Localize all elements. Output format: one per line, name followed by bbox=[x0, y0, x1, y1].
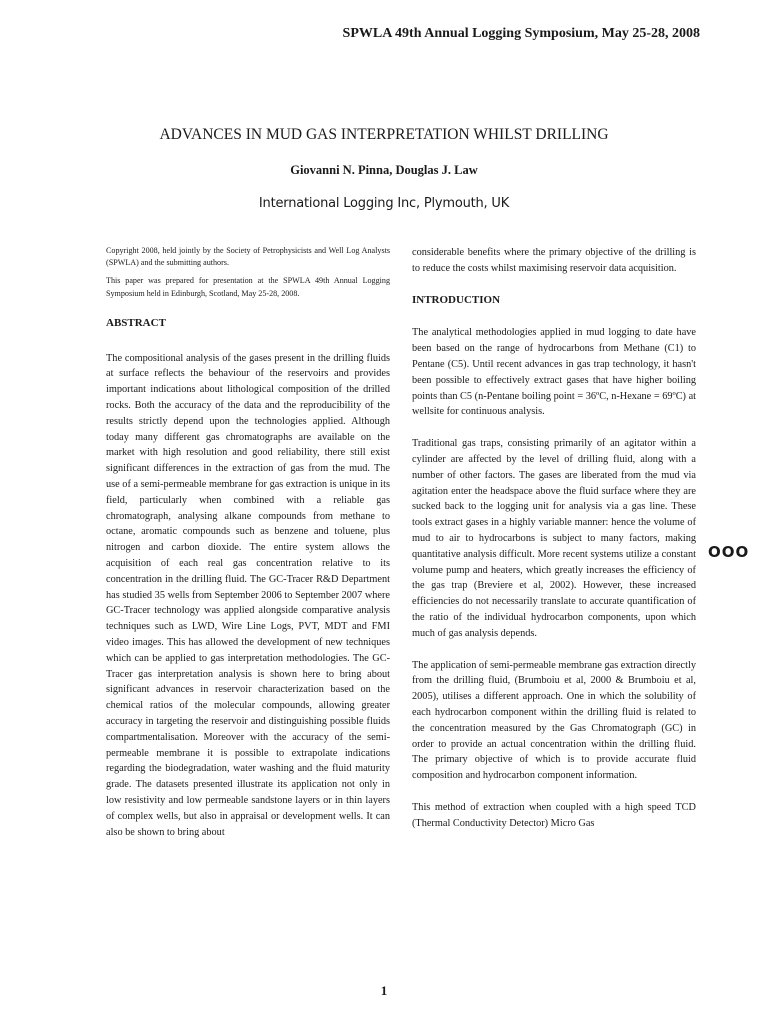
abstract-text: The compositional analysis of the gases present in the drilling fluids at surface reflects the behaviour of the reservoirs and provides important indications about lithological composition of the drilled rocks. Both the accuracy of the data and the reproducibility of the results strictly depend upon the technologies applied. Although today many different gas chromatographs are available on the market with high resolution and good reliability, there still exist significant differences in the extraction of gas from the mud. The use of a semi-permeable membrane for gas extraction is unique in its field, particularly when combined with a reliable gas chromatograph, analysing alkane compounds from methane to octane, aromatic compounds such as benzene and toluene, plus nitrogen and carbon dioxide. The entire system allows the acquisition of each real gas concentration relative to its concentration in the drilling fluid. The GC-Tracer R&D Department has studied 35 wells from September 2006 to September 2007 where GC-Tracer technology was applied alongside comparative analysis techniques such as LWD, Wire Line Logs, PVT, MDT and FMI video images. This has allowed the development of new techniques which can be applied to gas interpretation methodologies. The GC-Tracer gas interpretation analysis is shown here to bring about significant advances in reservoir characterization based on the chemical ratios of the molecular compounds, allowing greater accuracy in targeting the reservoir and distinguishing possible fluids compartmentalisation. Moreover with the accuracy of the semi-permeable membrane it is possible to extrapolate indications regarding the biodegradation, water washing and the fluid maturity grade. The datasets presented illustrate its application not only in low resistivity and low permeable sandstone layers or in thin layers of complex wells, but also in appraisal or development wells. It can also be shown to bring about bbox=[106, 352, 390, 838]
abstract-heading: ABSTRACT bbox=[106, 316, 166, 329]
paper-title: ADVANCES IN MUD GAS INTERPRETATION WHILST DRILLING bbox=[159, 126, 609, 143]
left-column bbox=[106, 245, 390, 856]
intro-paragraph-4: This method of extraction when coupled with a high speed TCD (Thermal Conductivity Detector) Micro Gas bbox=[412, 801, 696, 829]
introduction-heading: INTRODUCTION bbox=[412, 293, 501, 306]
authors: Giovanni N. Pinna, Douglas J. Law bbox=[290, 163, 478, 177]
more-options-marker[interactable]: OOO bbox=[708, 543, 750, 561]
right-column bbox=[412, 245, 696, 848]
symposium-notice: This paper was prepared for presentation at the SPWLA 49th Annual Logging Symposium held in Edinburgh, Scotland, May 25-28, 2008. bbox=[106, 276, 390, 298]
intro-paragraph-3: The application of semi-permeable membrane gas extraction directly from the drilling fluid, (Brumboiu et al, 2000 & Brumboiu et al, 2005), utilises a different approach. One in which the solubility of each hydrocarbon component within the drilling fluid is related to the concentration measured by the Gas Chromatograph (GC) in order to provide an actual concentration within the drilling fluid. The primary objective of which is to provide accurate fluid composition and hydrocarbon component information. bbox=[412, 659, 696, 782]
abstract-continuation: considerable benefits where the primary objective of the drilling is to reduce the costs whilst maximising reservoir data acquisition. bbox=[412, 247, 696, 274]
page-number: 1 bbox=[380, 983, 388, 998]
intro-paragraph-1: The analytical methodologies applied in mud logging to date have been based on the range of hydrocarbons from Methane (C1) to Pentane (C5). Until recent advances in gas trap technology, it hasn't been possible to effectively extract gases that have higher boiling points than C5 (n-Pentane boiling point = 36ºC, n-Hexane = 69ºC) at wellsite for continuous analysis. bbox=[412, 327, 696, 418]
copyright-notice: Copyright 2008, held jointly by the Society of Petrophysicists and Well Log Analysts (SPWLA) and the submitting authors. bbox=[106, 246, 390, 268]
running-header: SPWLA 49th Annual Logging Symposium, May 25-28, 2008 bbox=[342, 26, 700, 41]
affiliation: International Logging Inc, Plymouth, UK bbox=[258, 196, 510, 211]
intro-paragraph-2: Traditional gas traps, consisting primarily of an agitator within a cylinder are affected by the level of drilling fluid, along with a number of other factors. The gases are liberated from the mud via agitation enter the headspace above the fluid surface where they are sucked back to the logging unit for analysis via a gas line. These tools extract gases in a highly variable manner: hence the volume of mud to air to hydrocarbons is subject to many factors, making quantitative analysis difficult. More recent systems utilize a constant volume pump and heaters, which greatly increases the efficiency of the gas trap (Breviere et al, 2002). However, these increased efficiencies do not necessarily translate to accurate quantification of the ratio of the individual hydrocarbon components, upon which much of gas analysis depends. bbox=[412, 438, 696, 639]
